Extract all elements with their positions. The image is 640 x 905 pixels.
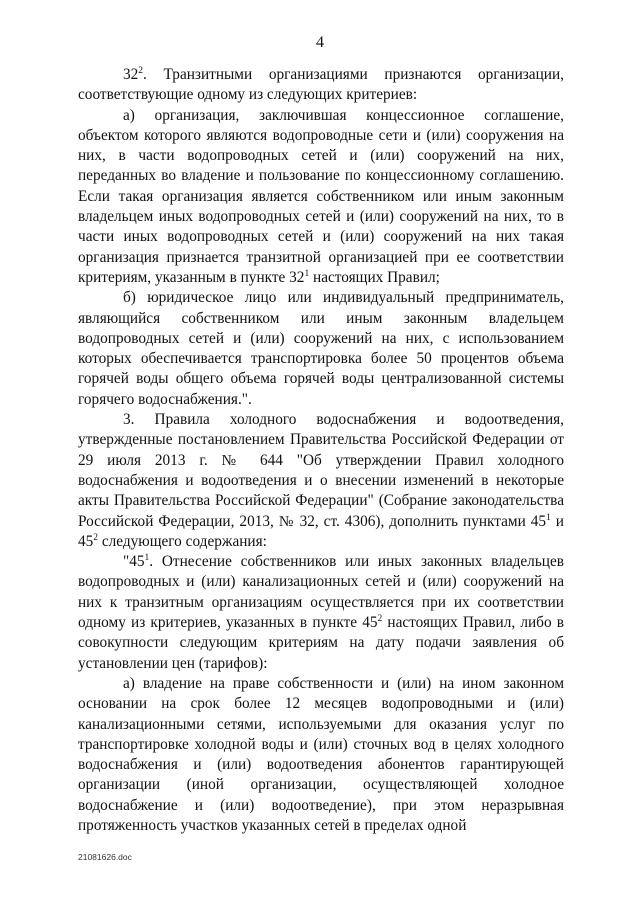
paragraph-subitem-a <box>78 106 564 289</box>
text-segment: настоящих Правил, либо в совокупности следующим критериям на дату подачи заявления об установлении цен (тарифов): <box>78 614 564 672</box>
paragraph-item-3 <box>78 410 564 552</box>
superscript-index: 1 <box>144 553 150 564</box>
footer-file-code: 21081626.doc <box>78 852 132 862</box>
text-segment: а) организация, заключившая концессионное соглашение, объектом которого являются водопроводные сети и (или) сооружения на них, в части водопроводных сетей и (или) сооружений на них, переданных во владение и пользование по концессионному соглашению. Если такая организация является собственником или иным законным владельцем иных водопроводных сетей и (или) сооружений на них, то в части иных водопроводных сетей и (или) сооружений на них такая организация признается транзитной организацией при ее соответствии критериям, указанным в пункте 32 <box>78 106 564 286</box>
text-segment: и 45 <box>78 512 564 550</box>
superscript-index: 1 <box>304 268 310 279</box>
text-segment: . Отнесение собственников или иных законных владельцев водопроводных и (или) канализационных сетей и (или) сооружений на них к транзитным организациям осуществляется при их соответствии одному из критериев, указанных в пункте 45 <box>78 553 564 632</box>
text-segment: 32 <box>123 66 139 83</box>
text-segment: . Транзитными организациями признаются организации, соответствующие одному из следующих критериев: <box>78 66 564 104</box>
text-segment: "45 <box>123 553 145 571</box>
superscript-index: 2 <box>138 65 144 76</box>
text-segment: б) юридическое лицо или индивидуальный предприниматель, являющийся собственником или иным законным владельцем водопроводных сетей и (или) сооружений на них, с использованием которых обеспечивается транспортировка более 50 процентов объема горячей воды общего объема горячей воды централизованной системы горячего водоснабжения.". <box>78 289 564 408</box>
paragraph-45-1-subitem-a <box>78 674 564 836</box>
superscript-index: 2 <box>377 613 383 624</box>
document-body <box>78 65 564 836</box>
paragraph-45-1 <box>78 552 564 674</box>
text-segment: настоящих Правил; <box>309 268 440 286</box>
superscript-index: 1 <box>546 512 551 523</box>
text-segment: а) владение на праве собственности и (или) на ином законном основании на срок более 12 месяцев водопроводными и (или) канализационными сетями, используемыми для оказания услуг по транспортировке холодной воды и (или) сточных вод в целях холодного водоснабжения и (или) водоотведения абонентов гарантирующей организации (иной организации, осуществляющей холодное водоснабжение и (или) водоотведение), при этом неразрывная протяженность участков указанных сетей в пределах одной <box>78 674 564 834</box>
superscript-index: 2 <box>93 532 99 543</box>
page-number: 4 <box>316 34 324 51</box>
text-segment: следующего содержания: <box>98 532 267 550</box>
paragraph-32-2 <box>78 65 564 106</box>
paragraph-subitem-b <box>78 288 564 410</box>
text-segment: 3. Правила холодного водоснабжения и водоотведения, утвержденные постановлением Правительства Российской Федерации от 29 июля 2013 г. № 644 "Об утверждении Правил холодного водоснабжения и водоотведения и о внесении изменений в некоторые акты Правительства Российской Федерации" (Собрание законодательства Российской Федерации, 2013, № 32, ст. 4306), дополнить пунктами 45 <box>78 411 564 530</box>
